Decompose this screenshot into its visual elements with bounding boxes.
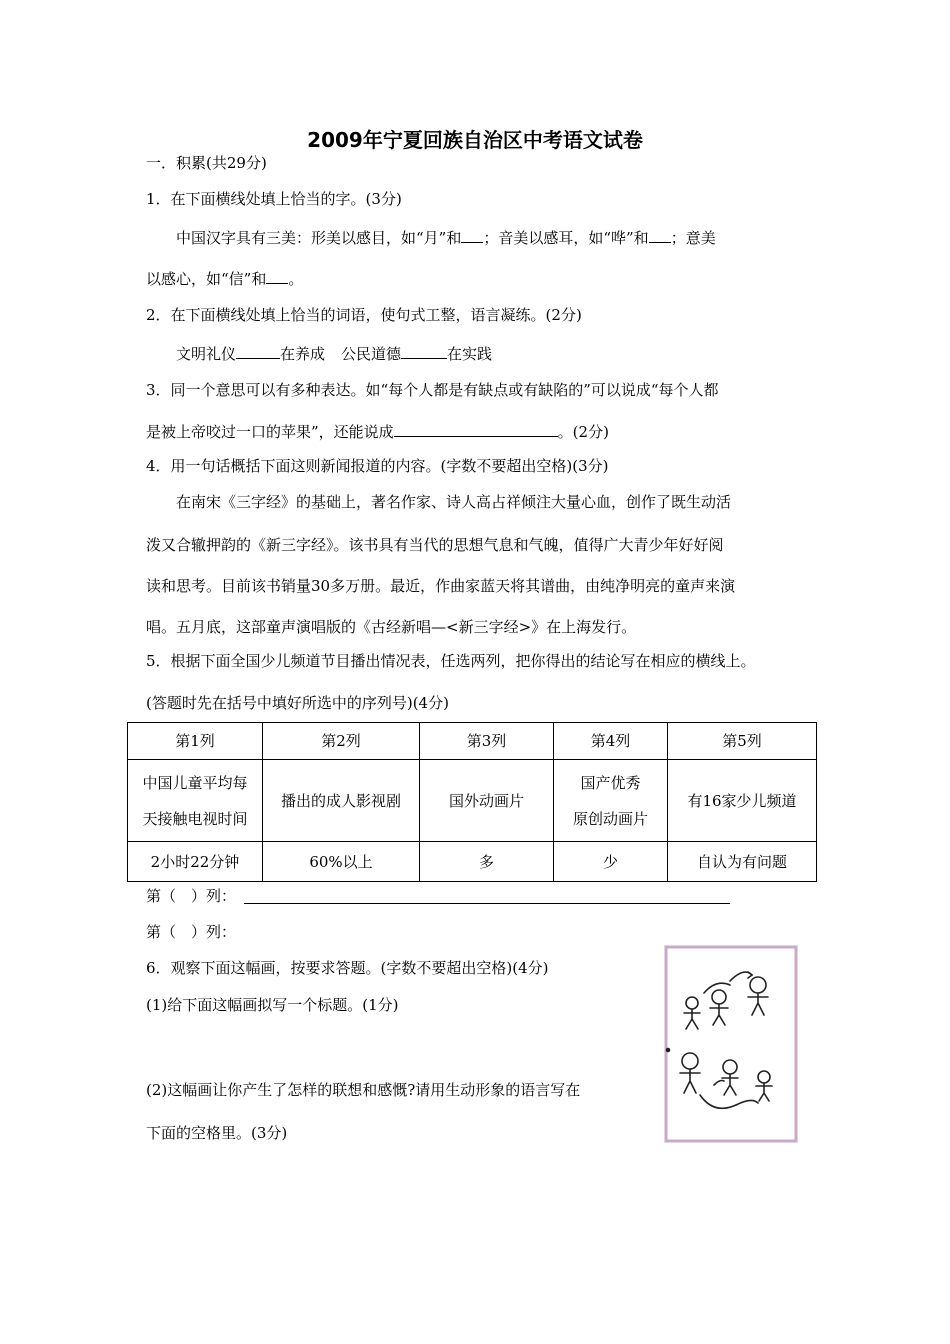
- table-row: [128, 842, 817, 882]
- q1-text-e: 。: [288, 270, 304, 288]
- cartoon-children-sketch-icon: [664, 945, 800, 1143]
- q3-line2: [146, 421, 609, 442]
- table-header-cell: 第3列: [420, 723, 554, 760]
- table-header-row: [128, 723, 817, 760]
- table-cell: 有16家少儿频道: [668, 760, 817, 842]
- tv-survey-table: [127, 722, 817, 882]
- q1-stem: 1．在下面横线处填上恰当的字。(3分): [146, 190, 402, 208]
- q1-blank-2[interactable]: [649, 227, 671, 243]
- q3-text-b: 。(2分): [557, 423, 609, 441]
- table-header-cell: 第4列: [554, 723, 668, 760]
- q6-sub1: (1)给下面这幅画拟写一个标题。(1分): [146, 996, 399, 1014]
- table-cell: 国外动画片: [420, 760, 554, 842]
- q4-paragraph-line: 读和思考。目前该书销量30多万册。最近，作曲家蓝天将其谱曲，由纯净明亮的童声来演: [146, 577, 736, 595]
- q2-blank-1[interactable]: [236, 343, 280, 359]
- q3-blank[interactable]: [394, 421, 558, 437]
- cell-line: 天接触电视时间: [142, 809, 248, 828]
- table-cell: 2小时22分钟: [128, 842, 263, 882]
- table-row: [128, 760, 817, 842]
- table-cell: 多: [420, 842, 554, 882]
- q2-text-b: 在养成: [280, 345, 326, 363]
- q4-paragraph-line: 唱。五月底，这部童声演唱版的《古经新唱—<新三字经>》在上海发行。: [146, 618, 637, 636]
- q6-stem: 6．观察下面这幅画，按要求答题。(字数不要超出空格)(4分): [146, 959, 549, 977]
- page-title: 2009年宁夏回族自治区中考语文试卷: [307, 128, 643, 152]
- table-cell: 自认为有问题: [668, 842, 817, 882]
- q1-text-d: 以感心，如“信”和: [146, 270, 267, 288]
- q2-blank-2[interactable]: [401, 343, 447, 359]
- q5-answer-label-2: 第（ ）列：: [146, 923, 237, 941]
- q2-text-a: 文明礼仪: [176, 345, 237, 363]
- table-cell: 少: [554, 842, 668, 882]
- q1-text-c: ；意美: [670, 229, 716, 247]
- q1-line2: [146, 268, 303, 289]
- q1-blank-1[interactable]: [461, 227, 483, 243]
- q2-stem: 2．在下面横线处填上恰当的词语，使句式工整，语言凝练。(2分): [146, 306, 582, 324]
- q1-text-a: 中国汉字具有三美：形美以感目，如“月”和: [176, 229, 462, 247]
- q5-stem-line1: 5．根据下面全国少儿频道节目播出情况表，任选两列，把你得出的结论写在相应的横线上。: [146, 652, 756, 670]
- table-header-cell: 第5列: [668, 723, 817, 760]
- q1-text-b: ；音美以感耳，如“哗”和: [483, 229, 649, 247]
- cell-line: 国产优秀: [580, 773, 641, 792]
- cell-line: 中国儿童平均每: [142, 773, 248, 792]
- q1-line1: [176, 227, 716, 248]
- q5-answer-line-1[interactable]: [244, 903, 730, 904]
- table-cell: 播出的成人影视剧: [263, 760, 420, 842]
- section-heading: 一．积累(共29分): [146, 154, 267, 172]
- q2-text-c: 公民道德: [341, 345, 402, 363]
- table-cell: 60%以上: [263, 842, 420, 882]
- table-header-cell: 第2列: [263, 723, 420, 760]
- q4-paragraph-line: 在南宋《三字经》的基础上，著名作家、诗人高占祥倾注大量心血，创作了既生动活: [176, 493, 732, 511]
- q4-paragraph-line: 泼又合辙押韵的《新三字经》。该书具有当代的思想气息和气魄，值得广大青少年好好阅: [146, 536, 724, 554]
- q5-answer-label-1: 第（ ）列：: [146, 887, 237, 905]
- q3-line1: 3．同一个意思可以有多种表达。如“每个人都是有缺点或有缺陷的”可以说成“每个人都: [146, 381, 719, 399]
- q1-blank-3[interactable]: [266, 268, 288, 284]
- q4-stem: 4．用一句话概括下面这则新闻报道的内容。(字数不要超出空格)(3分): [146, 457, 609, 475]
- q6-sub2-line1: (2)这幅画让你产生了怎样的联想和感慨?请用生动形象的语言写在: [146, 1081, 581, 1099]
- table-header-cell: 第1列: [128, 723, 263, 760]
- q6-sub2-line2: 下面的空格里。(3分): [146, 1124, 288, 1142]
- table-cell: [128, 760, 263, 842]
- q2-line: [176, 343, 492, 364]
- table-cell: [554, 760, 668, 842]
- q2-text-d: 在实践: [447, 345, 493, 363]
- q3-text-a: 是被上帝咬过一口的苹果”，还能说成: [146, 423, 394, 441]
- q5-stem-line2: (答题时先在括号中填好所选中的序列号)(4分): [146, 694, 449, 712]
- cell-line: 原创动画片: [572, 809, 648, 828]
